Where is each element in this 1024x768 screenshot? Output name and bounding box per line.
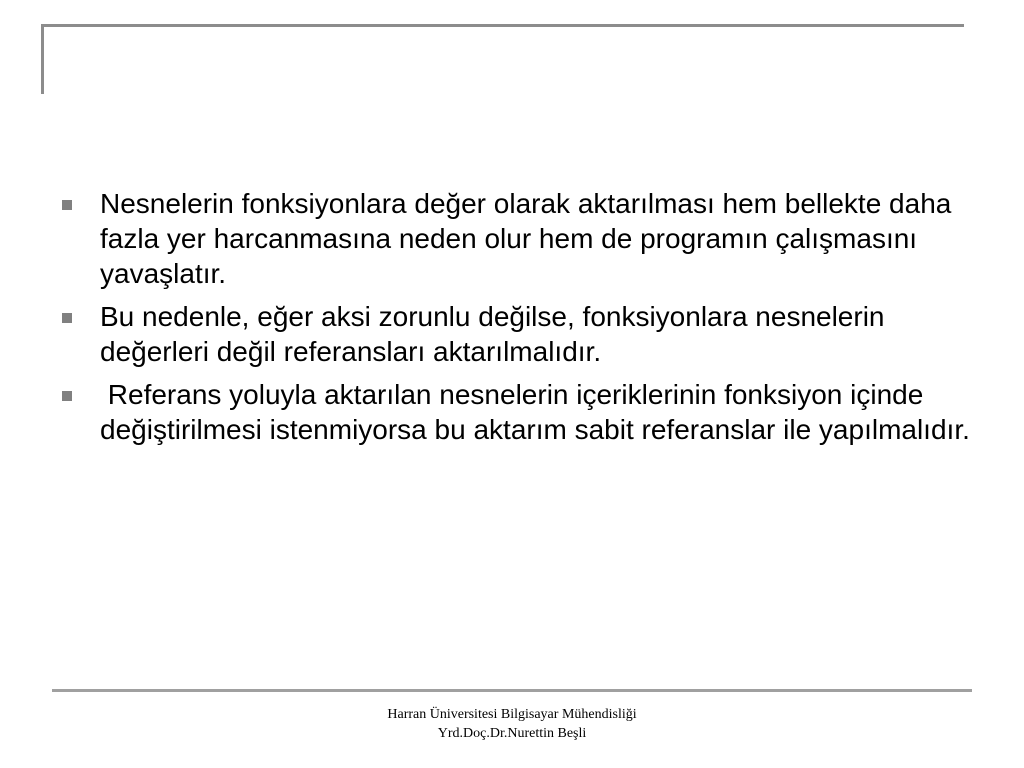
bullet-item	[62, 186, 972, 291]
bullet-text: Nesnelerin fonksiyonlara değer olarak aktarılması hem bellekte daha fazla yer harcanmasına neden olur hem de programın çalışmasını yavaşlatır.	[100, 188, 960, 289]
frame-top-rule	[42, 24, 964, 27]
bullet-item	[62, 377, 972, 447]
square-bullet-icon	[62, 200, 72, 210]
bullet-text: Bu nedenle, eğer aksi zorunlu değilse, fonksiyonlara nesnelerin değerleri değil referansları aktarılmalıdır.	[100, 301, 893, 367]
frame-left-rule	[41, 24, 44, 94]
footer	[0, 705, 1024, 743]
square-bullet-icon	[62, 391, 72, 401]
square-bullet-icon	[62, 313, 72, 323]
bullet-list	[62, 186, 972, 455]
bullet-text: Referans yoluyla aktarılan nesnelerin içeriklerinin fonksiyon içinde değiştirilmesi istenmiyorsa bu aktarım sabit referanslar ile yapılmalıdır.	[100, 379, 970, 445]
footer-line-1: Harran Üniversitesi Bilgisayar Mühendisliği	[387, 707, 637, 722]
footer-rule	[52, 689, 972, 692]
footer-line-2: Yrd.Doç.Dr.Nurettin Beşli	[437, 726, 587, 741]
bullet-item	[62, 299, 972, 369]
